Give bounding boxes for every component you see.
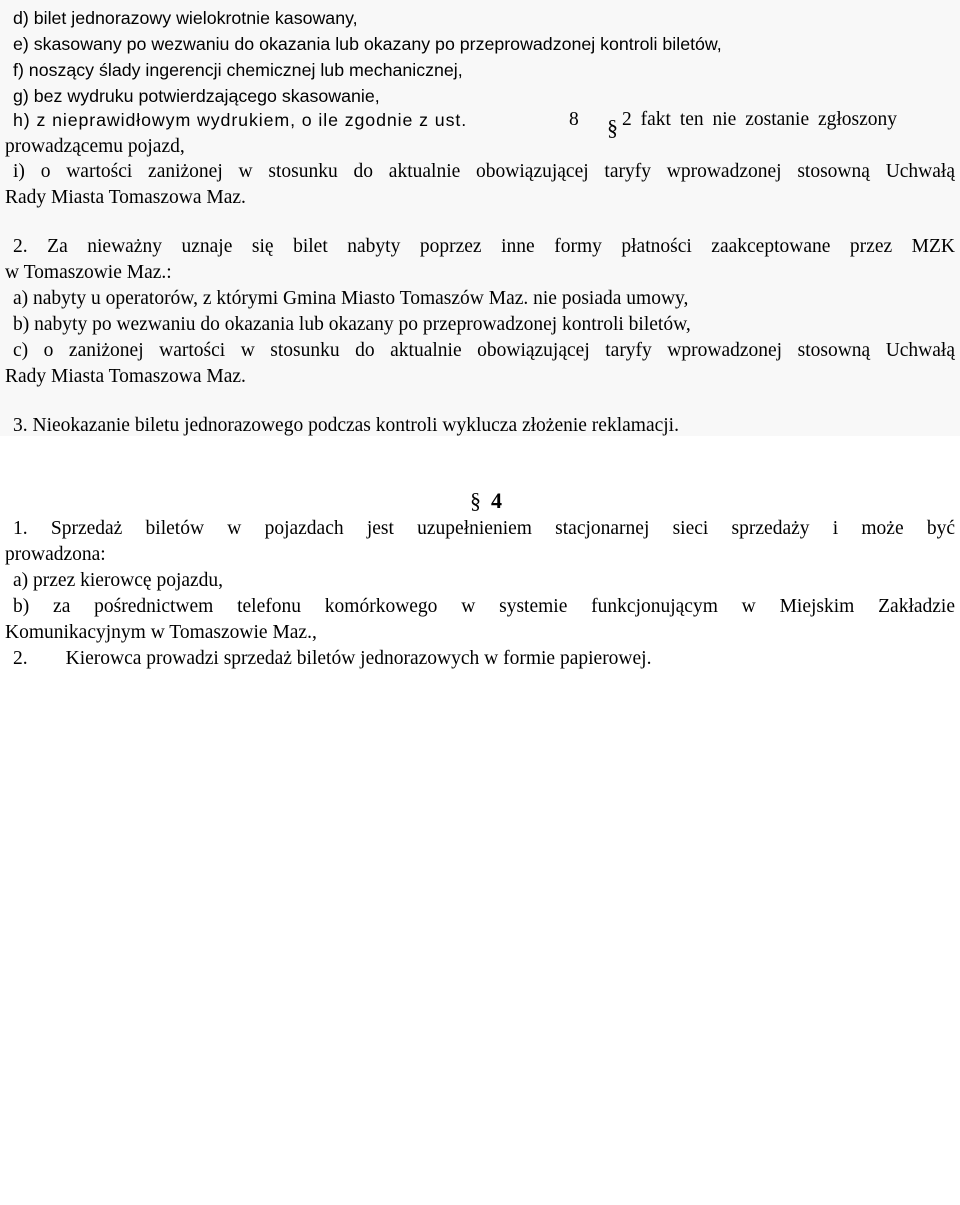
- section-4-point-1: 1. Sprzedaż biletów w pojazdach jest uzupełnieniem stacjonarnej sieci sprzedaży i może być: [13, 518, 955, 539]
- section-symbol: §: [470, 488, 481, 513]
- list-item-d: d) bilet jednorazowy wielokrotnie kasowany,: [13, 8, 358, 28]
- page-gap: [0, 436, 960, 464]
- list-item-f: f) noszący ślady ingerencji chemicznej lub mechanicznej,: [13, 60, 463, 80]
- section-4-point-1-continuation: prowadzona:: [5, 544, 106, 565]
- list-item-i-continuation: Rady Miasta Tomaszowa Maz.: [5, 187, 246, 208]
- point-2-item-c: c) o zaniżonej wartości w stosunku do aktualnie obowiązującej taryfy wprowadzonej stosowną Uchwałą: [13, 340, 955, 361]
- section-4-point-1-item-b-continuation: Komunikacyjnym w Tomaszowie Maz.,: [5, 622, 317, 643]
- section-4-point-2-number: 2.: [13, 648, 28, 669]
- section-symbol-inline: §: [607, 115, 618, 140]
- point-2-continuation: w Tomaszowie Maz.:: [5, 262, 172, 283]
- list-item-h-continuation: prowadzącemu pojazd,: [5, 136, 185, 157]
- section-4-point-2-text: Kierowca prowadzi sprzedaż biletów jednorazowych w formie papierowej.: [65, 648, 652, 669]
- section-4-point-1-item-a: a) przez kierowcę pojazdu,: [13, 570, 224, 591]
- point-2: 2. Za nieważny uznaje się bilet nabyty poprzez inne formy płatności zaakceptowane przez MZK: [13, 236, 955, 257]
- list-item-h-tail: 2 fakt ten nie zostanie zgłoszony: [622, 109, 898, 130]
- list-item-g: g) bez wydruku potwierdzającego skasowanie,: [13, 86, 380, 106]
- point-3: 3. Nieokazanie biletu jednorazowego podczas kontroli wyklucza złożenie reklamacji.: [13, 415, 679, 436]
- list-item-h: [13, 107, 955, 140]
- point-2-item-a: a) nabyty u operatorów, z którymi Gmina Miasto Tomaszów Maz. nie posiada umowy,: [13, 288, 689, 309]
- section-number: 4: [491, 488, 502, 513]
- list-item-i: i) o wartości zaniżonej w stosunku do aktualnie obowiązującej taryfy wprowadzonej stosowną Uchwałą: [13, 161, 955, 182]
- section-heading: [470, 487, 502, 515]
- previous-section-panel: [0, 0, 960, 436]
- section-4-point-2: [13, 646, 651, 672]
- point-2-item-b: b) nabyty po wezwaniu do okazania lub okazany po przeprowadzonej kontroli biletów,: [13, 314, 691, 335]
- section-4-point-1-item-b: b) za pośrednictwem telefonu komórkowego w systemie funkcjonującym w Miejskim Zakładzie: [13, 596, 955, 617]
- list-item-h-ref: 8: [569, 109, 579, 130]
- point-2-item-c-continuation: Rady Miasta Tomaszowa Maz.: [5, 366, 246, 387]
- list-item-e: e) skasowany po wezwaniu do okazania lub okazany po przeprowadzonej kontroli biletów,: [13, 34, 722, 54]
- list-item-h-text: h) z nieprawidłowym wydrukiem, o ile zgodnie z ust.: [13, 110, 468, 130]
